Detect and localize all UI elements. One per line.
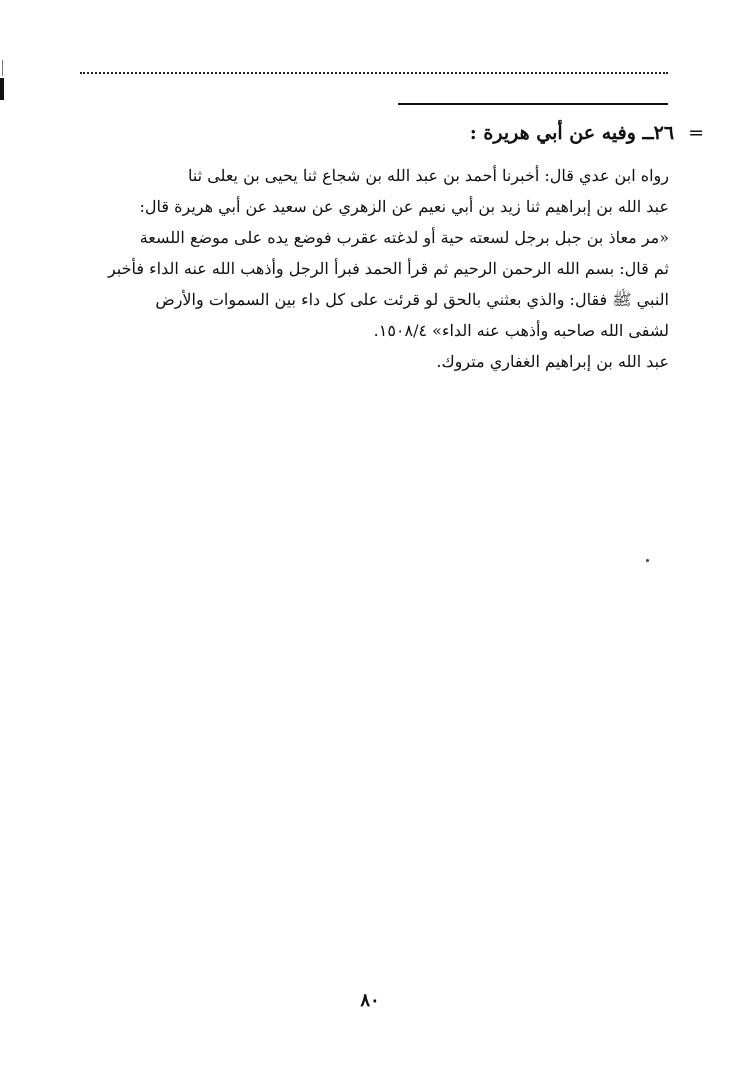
- scan-speck: [646, 559, 649, 562]
- text-line: «مر معاذ بن جبل برجل لسعته حية أو لدغته عقرب فوضع يده على موضع اللسعة: [139, 228, 669, 247]
- text-line: رواه ابن عدي قال: أخبرنا أحمد بن عبد الله بن شجاع ثنا يحيى بن يعلى ثنا: [187, 166, 669, 185]
- page-number: ٨٠: [360, 990, 380, 1011]
- scan-edge-mark: [0, 78, 4, 100]
- continuation-marker: =: [688, 122, 704, 144]
- text-line: النبي ﷺ فقال: والذي بعثني بالحق لو قرئت على كل داء بين السموات والأرض: [155, 290, 669, 309]
- text-line: لشفى الله صاحبه وأذهب عنه الداء» ١٥٠٨/٤.: [373, 321, 669, 340]
- dotted-separator: [80, 72, 668, 74]
- text-line: عبد الله بن إبراهيم ثنا زيد بن أبي نعيم عن الزهري عن سعيد عن أبي هريرة قال:: [139, 197, 669, 216]
- hadith-text: [76, 160, 669, 377]
- section-heading: [80, 118, 704, 148]
- hadith-number: ٢٦ــ: [642, 122, 675, 144]
- scan-edge-tick: [2, 60, 3, 76]
- heading-title: وفيه عن أبي هريرة :: [469, 122, 636, 144]
- text-line: عبد الله بن إبراهيم الغفاري متروك.: [436, 352, 669, 371]
- text-line: ثم قال: بسم الله الرحمن الرحيم ثم قرأ الحمد فبرأ الرجل وأذهب الله عنه الداء فأخبر: [107, 259, 669, 278]
- heading-rule: [398, 103, 668, 105]
